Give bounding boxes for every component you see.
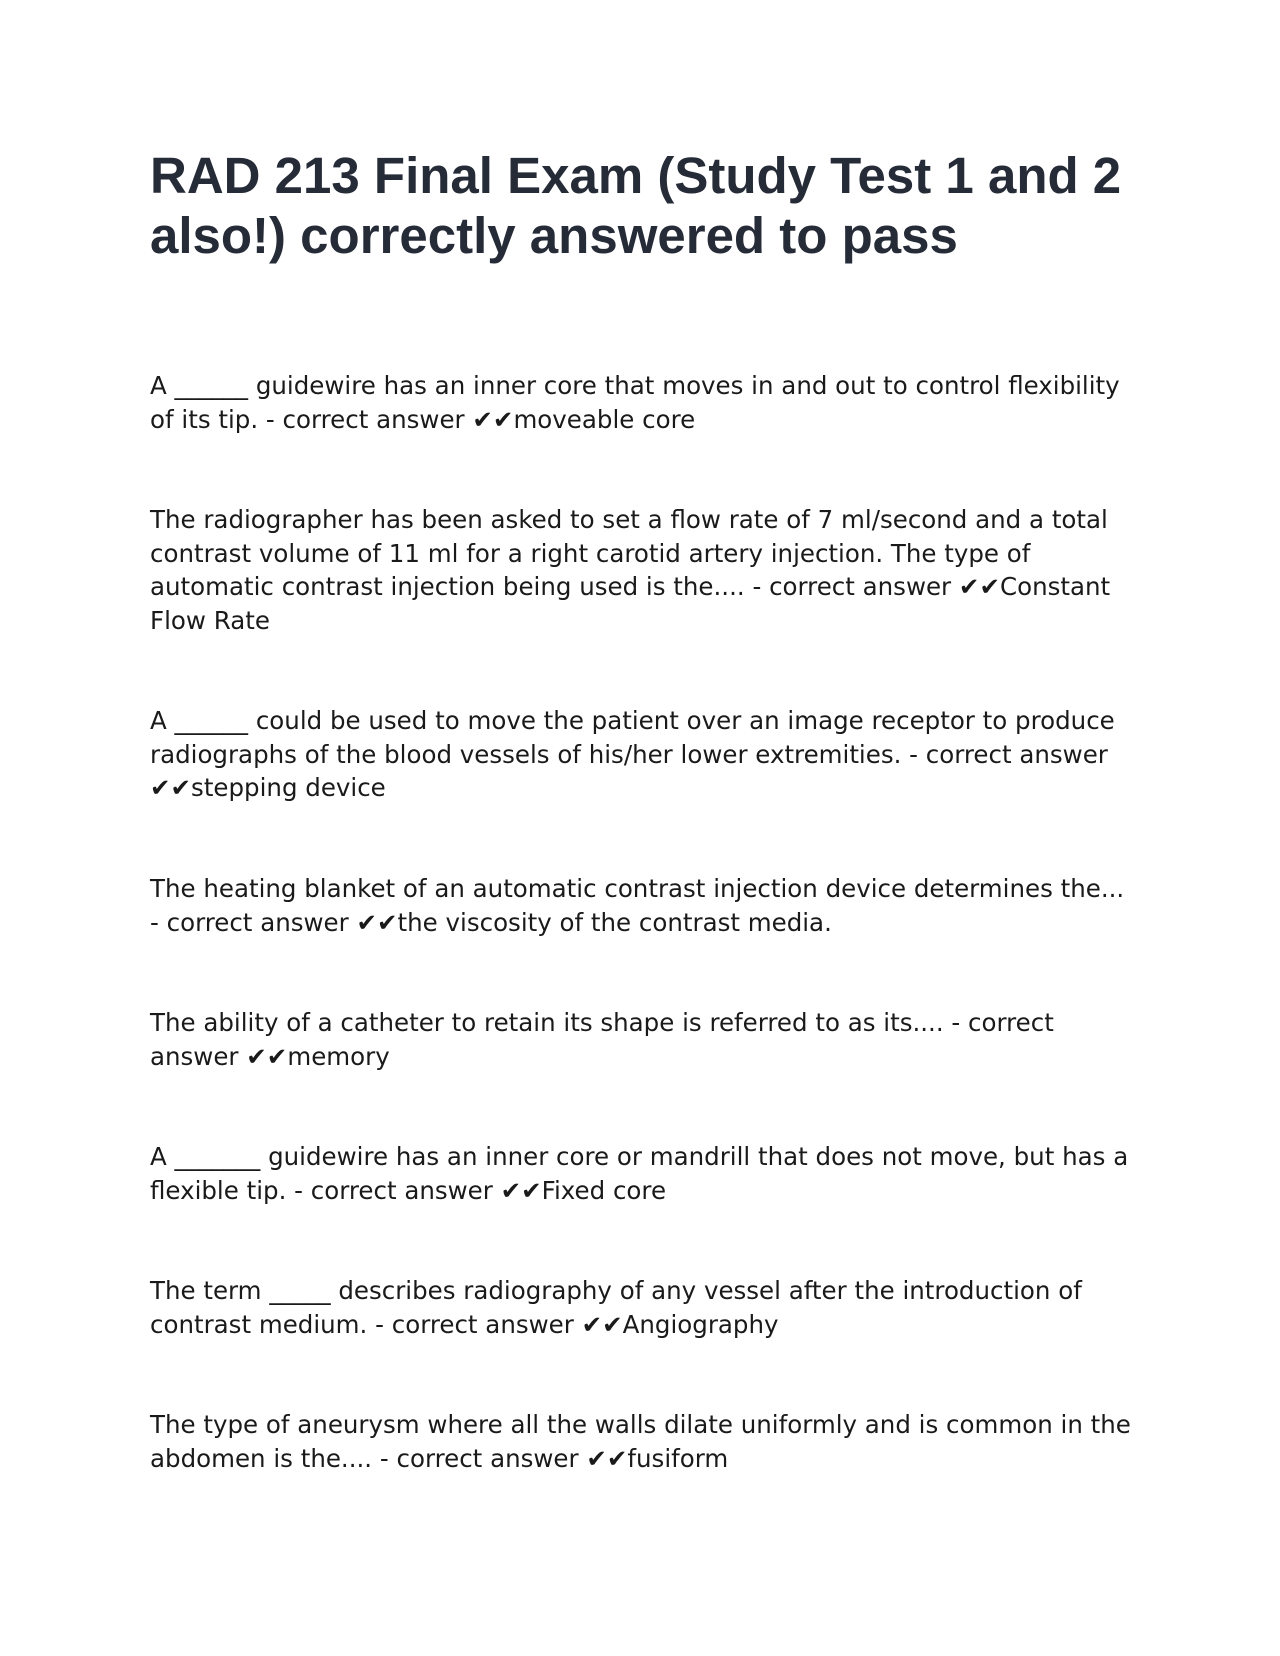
question-answer-item: The term _____ describes radiography of any vessel after the introduction of contrast medium. - correct answer ✔✔Angiography bbox=[150, 1276, 1082, 1339]
document-title: RAD 213 Final Exam (Study Test 1 and 2 also!) correctly answered to pass bbox=[150, 147, 1122, 264]
question-answer-item: A ______ guidewire has an inner core that moves in and out to control flexibility of its tip. - correct answer ✔✔moveable core bbox=[150, 371, 1120, 434]
question-answer-item: The radiographer has been asked to set a flow rate of 7 ml/second and a total contrast volume of 11 ml for a right carotid artery injection. The type of automatic contrast injection being used is the.... - correct answer ✔✔Constant Flow Rate bbox=[150, 505, 1111, 635]
question-answer-item: The heating blanket of an automatic contrast injection device determines the... - correct answer ✔✔the viscosity of the contrast media. bbox=[150, 874, 1125, 937]
question-answer-item: A ______ could be used to move the patient over an image receptor to produce radiographs of the blood vessels of his/her lower extremities. - correct answer ✔✔stepping device bbox=[150, 706, 1115, 802]
question-answer-item: The ability of a catheter to retain its shape is referred to as its.... - correct answer ✔✔memory bbox=[150, 1008, 1054, 1071]
question-answer-item: The type of aneurysm where all the walls dilate uniformly and is common in the abdomen is the.... - correct answer ✔✔fusiform bbox=[150, 1410, 1131, 1473]
question-answer-item: A _______ guidewire has an inner core or mandrill that does not move, but has a flexible tip. - correct answer ✔✔Fixed core bbox=[150, 1142, 1129, 1205]
